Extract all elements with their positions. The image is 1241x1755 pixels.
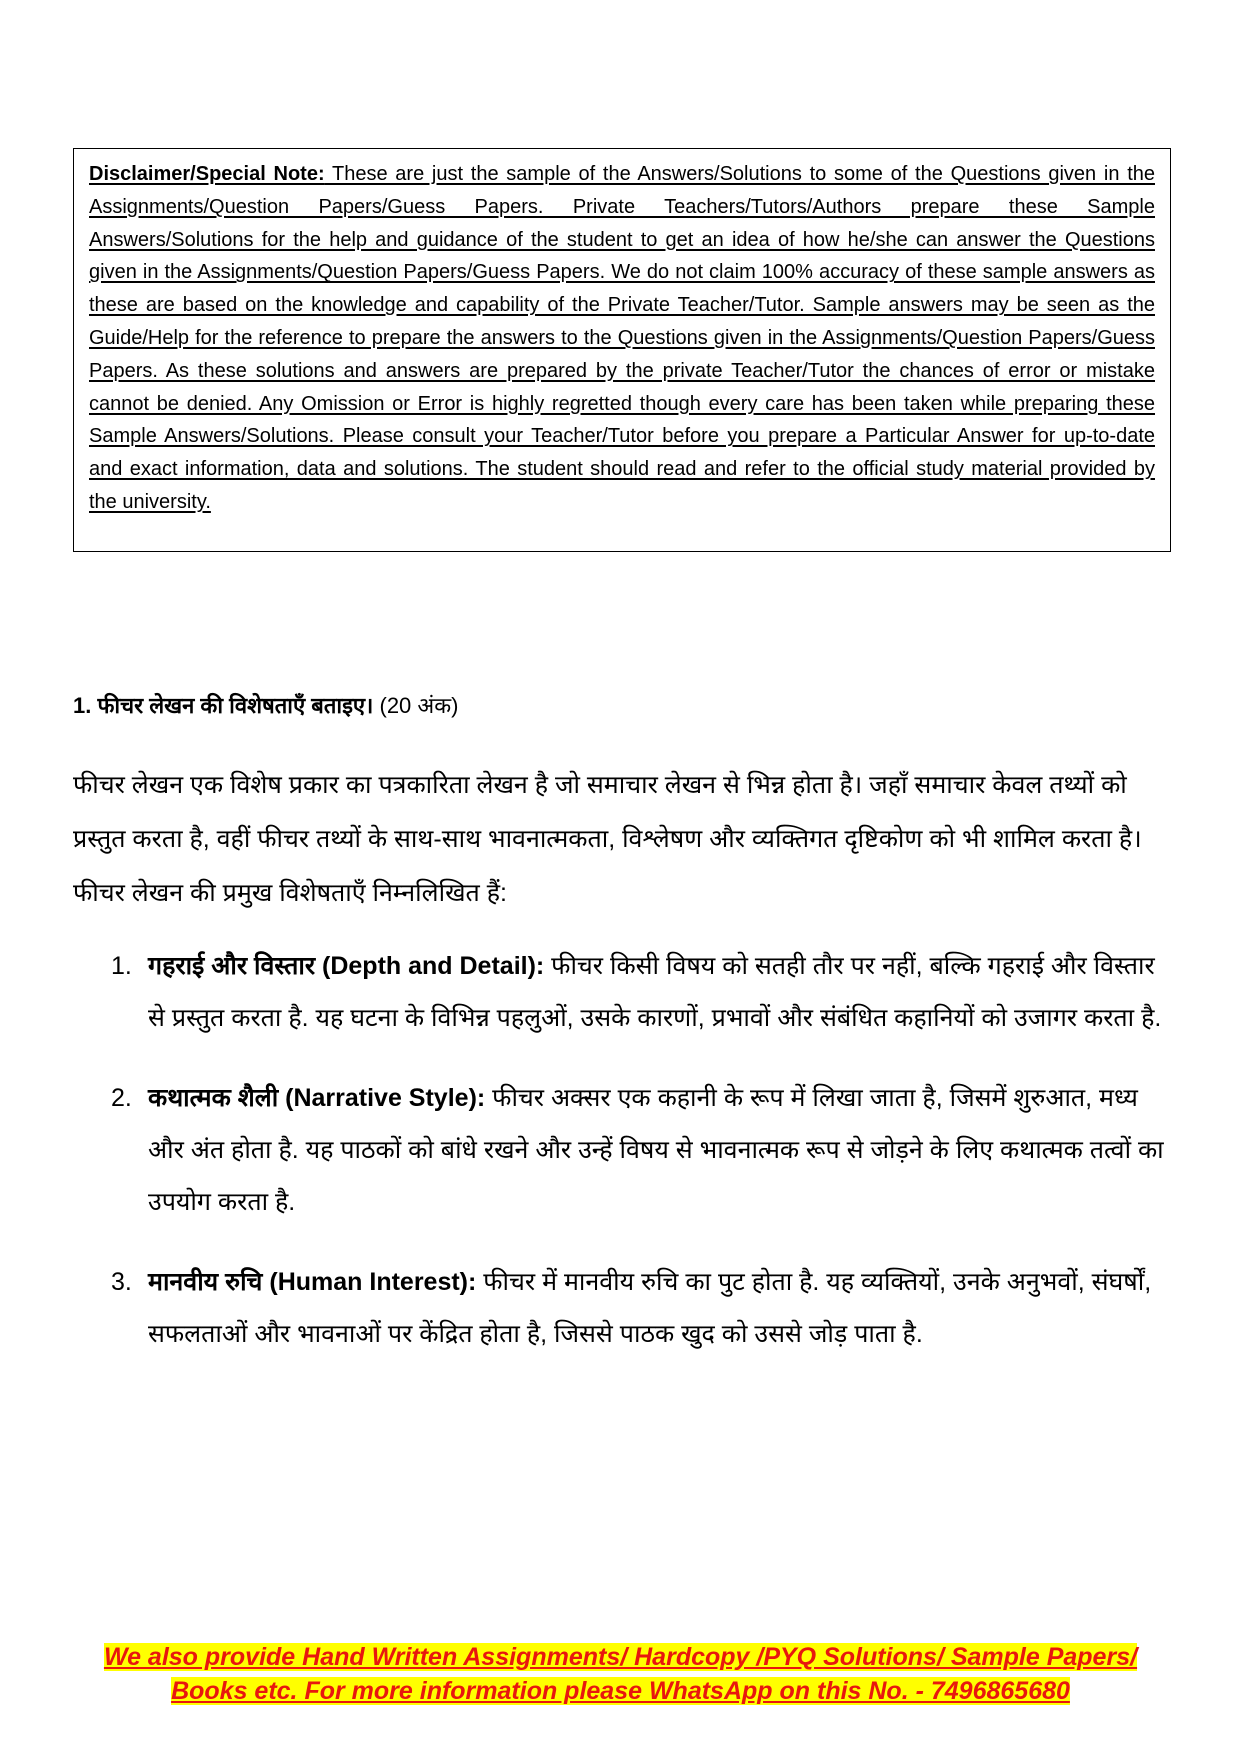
list-item bbox=[73, 1256, 1173, 1360]
intro-paragraph: फीचर लेखन एक विशेष प्रकार का पत्रकारिता लेखन है जो समाचार लेखन से भिन्न होता है। जहाँ समाचार केवल तथ्यों को प्रस्तुत करता है, वहीं फीचर तथ्यों के साथ-साथ भावनात्मकता, विश्लेषण और व्यक्तिगत दृष्टिकोण को भी शामिल करता है। फीचर लेखन की प्रमुख विशेषताएँ निम्नलिखित हैं: bbox=[73, 771, 1142, 907]
list-item-heading: मानवीय रुचि (Human Interest): bbox=[148, 1268, 477, 1296]
list-item-heading: गहराई और विस्तार (Depth and Detail): bbox=[148, 952, 545, 980]
list-item-text: फीचर किसी विषय को सतही तौर पर नहीं, बल्कि गहराई और विस्तार से प्रस्तुत करता है. यह घटना के विभिन्न पहलुओं, उसके कारणों, प्रभावों और संबंधित कहानियों को उजागर करता है. bbox=[148, 952, 1162, 1032]
disclaimer-text: These are just the sample of the Answers/Solutions to some of the Questions given in the Assignments/Question Papers/Guess Papers. Private Teachers/Tutors/Authors prepare these Sample Answers/Solutions for the help and guidance of the student to get an idea of how he/she can answer the Questions given in the Assignments/Question Papers/Guess Papers. We do not claim 100% accuracy of these sample answers as these are based on the knowledge and capability of the Private Teacher/Tutor. Sample answers may be seen as the Guide/Help for the reference to prepare the answers to the Questions given in the Assignments/Question Papers/Guess Papers. As these solutions and answers are prepared by the private Teacher/Tutor the chances of error or mistake cannot be denied. Any Omission or Error is highly regretted though every care has been taken while preparing these Sample Answers/Solutions. Please consult your Teacher/Tutor before you prepare a Particular Answer for up-to-date and exact information, data and solutions. The student should read and refer to the official study material provided by the university. bbox=[89, 163, 1155, 513]
feature-points-list bbox=[73, 940, 1173, 1360]
list-item-heading: कथात्मक शैली (Narrative Style): bbox=[148, 1084, 486, 1112]
promo-line-1: We also provide Hand Written Assignments/ Hardcopy /PYQ Solutions/ Sample Papers/ bbox=[103, 1643, 1138, 1671]
promo-footer bbox=[0, 1640, 1241, 1708]
list-item-text: फीचर अक्सर एक कहानी के रूप में लिखा जाता है, जिसमें शुरुआत, मध्य और अंत होता है. यह पाठकों को बांधे रखने और उन्हें विषय से भावनात्मक रूप से जोड़ने के लिए कथात्मक तत्वों का उपयोग करता है. bbox=[148, 1084, 1164, 1216]
promo-line-2: Books etc. For more information please WhatsApp on this No. - 7496865680 bbox=[171, 1677, 1070, 1705]
list-item-number: 1. bbox=[111, 952, 132, 980]
question-heading bbox=[73, 690, 1173, 722]
list-item bbox=[73, 1072, 1173, 1228]
disclaimer-box bbox=[73, 148, 1171, 552]
list-item-number: 3. bbox=[111, 1268, 132, 1296]
list-item bbox=[73, 940, 1173, 1044]
question-title: 1. फीचर लेखन की विशेषताएँ बताइए। bbox=[73, 693, 374, 718]
question-marks: (20 अंक) bbox=[379, 693, 459, 718]
list-item-number: 2. bbox=[111, 1084, 132, 1112]
disclaimer-label: Disclaimer/Special Note: bbox=[89, 163, 325, 185]
list-item-text: फीचर में मानवीय रुचि का पुट होता है. यह व्यक्तियों, उनके अनुभवों, संघर्षों, सफलताओं और भावनाओं पर केंद्रित होता है, जिससे पाठक खुद को उससे जोड़ पाता है. bbox=[148, 1268, 1152, 1348]
